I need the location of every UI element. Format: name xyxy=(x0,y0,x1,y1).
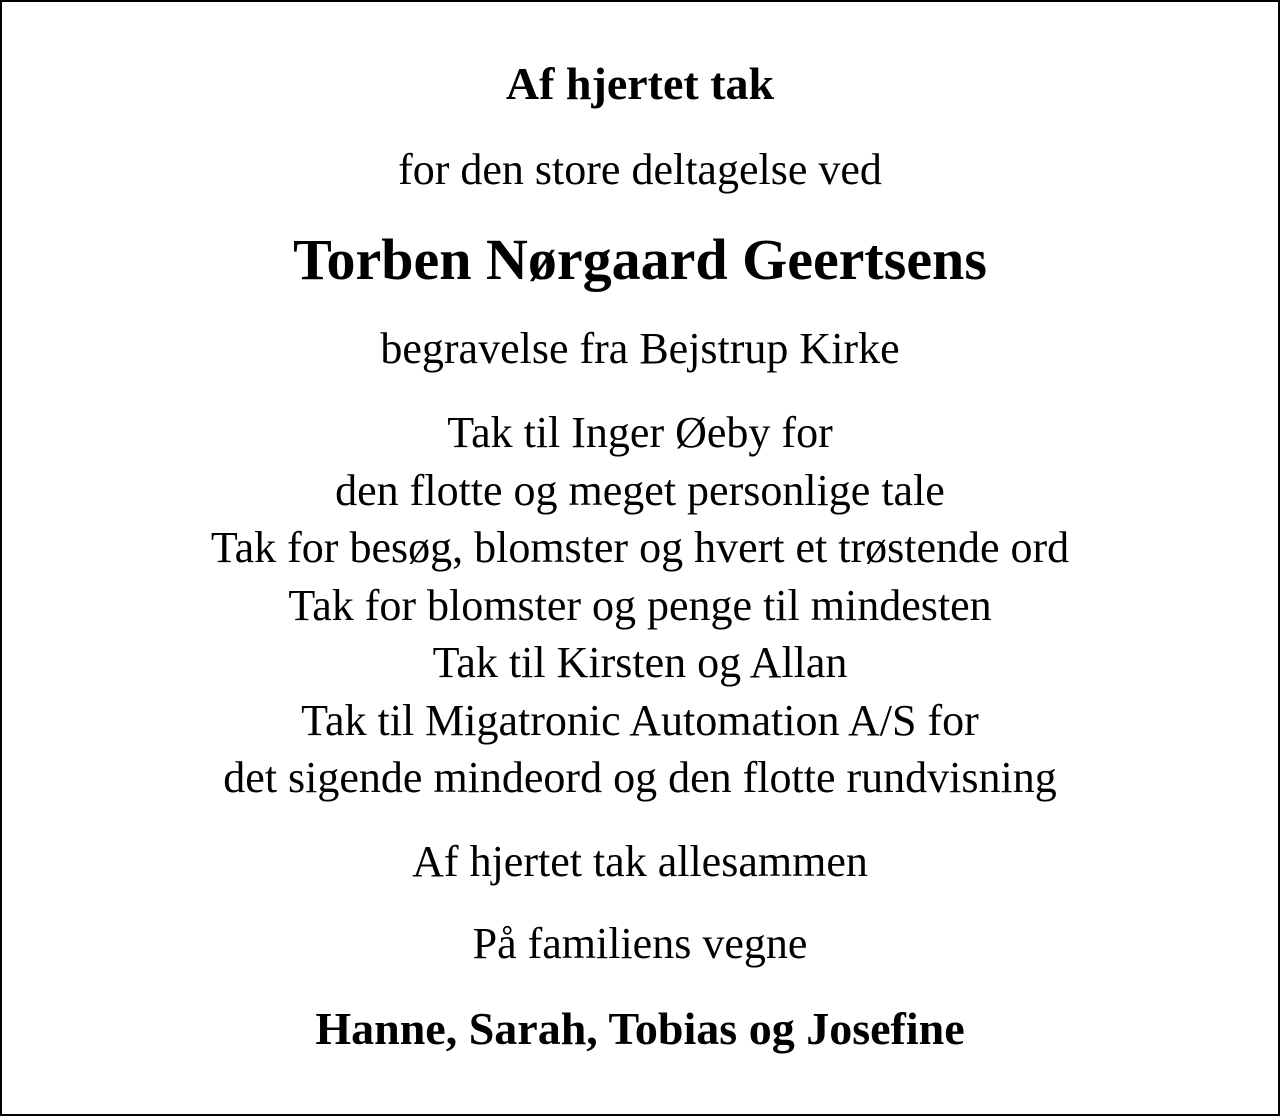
thanks-line: Tak til Kirsten og Allan xyxy=(432,638,848,687)
closing-line: Af hjertet tak allesammen xyxy=(412,837,868,886)
thanks-line: det sigende mindeord og den flotte rundvisning xyxy=(223,753,1057,802)
notice-intro: for den store deltagelse ved xyxy=(398,145,882,194)
thanks-line: Tak for blomster og penge til mindesten xyxy=(288,580,992,630)
notice-heading: Af hjertet tak xyxy=(505,58,775,109)
thanks-line: Tak for besøg, blomster og hvert et trøstende ord xyxy=(210,523,1070,572)
deceased-name: Torben Nørgaard Geertsens xyxy=(293,227,987,292)
thanks-line: den flotte og meget personlige tale xyxy=(335,465,945,515)
thanks-line: Tak til Inger Øeby for xyxy=(447,408,833,457)
signature-names: Hanne, Sarah, Tobias og Josefine xyxy=(315,1003,965,1054)
funeral-line: begravelse fra Bejstrup Kirke xyxy=(380,324,900,373)
on-behalf-line: På familiens vegne xyxy=(472,919,808,968)
thanks-list xyxy=(2,404,1278,807)
thanks-line: Tak til Migatronic Automation A/S for xyxy=(301,695,979,745)
